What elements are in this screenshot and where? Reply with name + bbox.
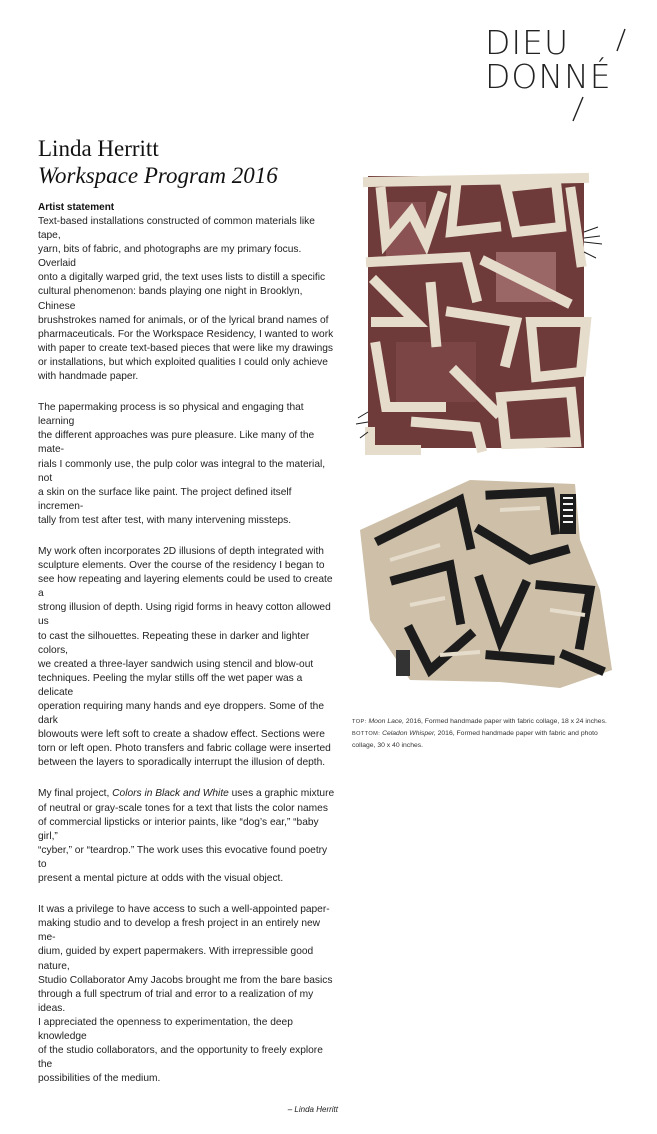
caption-top-label: TOP: [352, 719, 367, 725]
logo-slash-marks [483, 24, 633, 124]
section-title: Artist statement [38, 202, 115, 213]
celadon-whisper-artwork [350, 470, 622, 700]
paragraph-2: The papermaking process is so physical and engaging that learning the different approaches was pure pleasure. Like many of the mate- rials I commonly use, the pulp color was integral to the material, not a skin on the surface like paint. The project defined itself incremen- tally from test after test, with many intervening missteps. [38, 402, 326, 526]
artwork-captions [352, 716, 642, 751]
caption-top-title: Moon Lace, [368, 718, 404, 725]
caption-top-rest: 2016, Formed handmade paper with fabric collage, 18 x 24 inches. [403, 718, 607, 725]
caption-bottom-label: BOTTOM: [352, 731, 381, 737]
paragraph-1: Text-based installations constructed of common materials like tape, yarn, bits of fabric, and photographs are my primary focus. Overlaid onto a digitally warped grid, the text uses lists to distill a specific cultural phenomenon: bands playing one night in Brooklyn, Chinese brushstrokes named for animals, or of the lyrical brand names of pharmaceuticals. For the Workspace Residency, I wanted to work with paper to create text-based pieces that were like my drawings or installations, but which exploited qualities I could only achieve with handmade paper. [38, 216, 334, 383]
p4-after: uses a graphic mixture of neutral or gray-scale tones for a text that lists the color names of commercial lipsticks or interior paints, like “dog’s ear,” “baby girl,” “cyber,” or “teardrop.” The work uses this evocative found poetry to present a mental picture at odds with the visual object. [38, 788, 335, 885]
paragraph-4 [38, 787, 338, 886]
caption-bottom-title: Celadon Whisper, [382, 730, 436, 737]
dieu-donne-logo [483, 24, 633, 124]
caption-bottom [352, 728, 642, 751]
program-title: Workspace Program 2016 [38, 163, 278, 188]
artist-name: Linda Herritt [38, 136, 159, 161]
signature: – Linda Herritt [287, 1105, 338, 1115]
caption-bottom-rest: 2016, Formed handmade paper with fabric and photo collage, 30 x 40 inches. [352, 730, 598, 749]
p4-before: My final project, [38, 788, 113, 800]
moon-lace-artwork [356, 172, 606, 460]
caption-top [352, 716, 642, 728]
paragraph-5: It was a privilege to have access to such a well-appointed paper- making studio and to develop a fresh project in an entirely new me- dium, guided by expert papermakers. With irrepressible good nature, Studio Collaborator Amy Jacobs brought me from the bare basics through a full spectrum of trial and error to a realization of my ideas. I appreciated the openness to experimentation, the deep knowledge of the studio collaborators, and the opportunity to freely explore the possibilities of the medium. [38, 904, 333, 1085]
statement-text [38, 215, 338, 1134]
p4-artwork-title: Colors in Black and White [112, 788, 229, 800]
paragraph-3: My work often incorporates 2D illusions of depth integrated with sculpture elements. Over the course of the residency I began to see how repeating and layering elements could be used to create a strong illusion of depth. Using rigid forms in heavy cotton allowed us to cast the silhouettes. Repeating these in darker and lighter colors, we created a three-layer sandwich using stencil and blow-out techniques. Peeling the mylar stills off the wet paper was a delicate operation requiring many hands and eye droppers. Some of the dark blowouts were left soft to create a shadow effect. Sections were torn or left open. Photo transfers and fabric collage were inserted between the layers to sporadically interrupt the illusion of depth. [38, 545, 333, 769]
logo-word-dieu: DIEU [485, 23, 570, 62]
logo-word-donne: DONNÉ [485, 57, 612, 96]
